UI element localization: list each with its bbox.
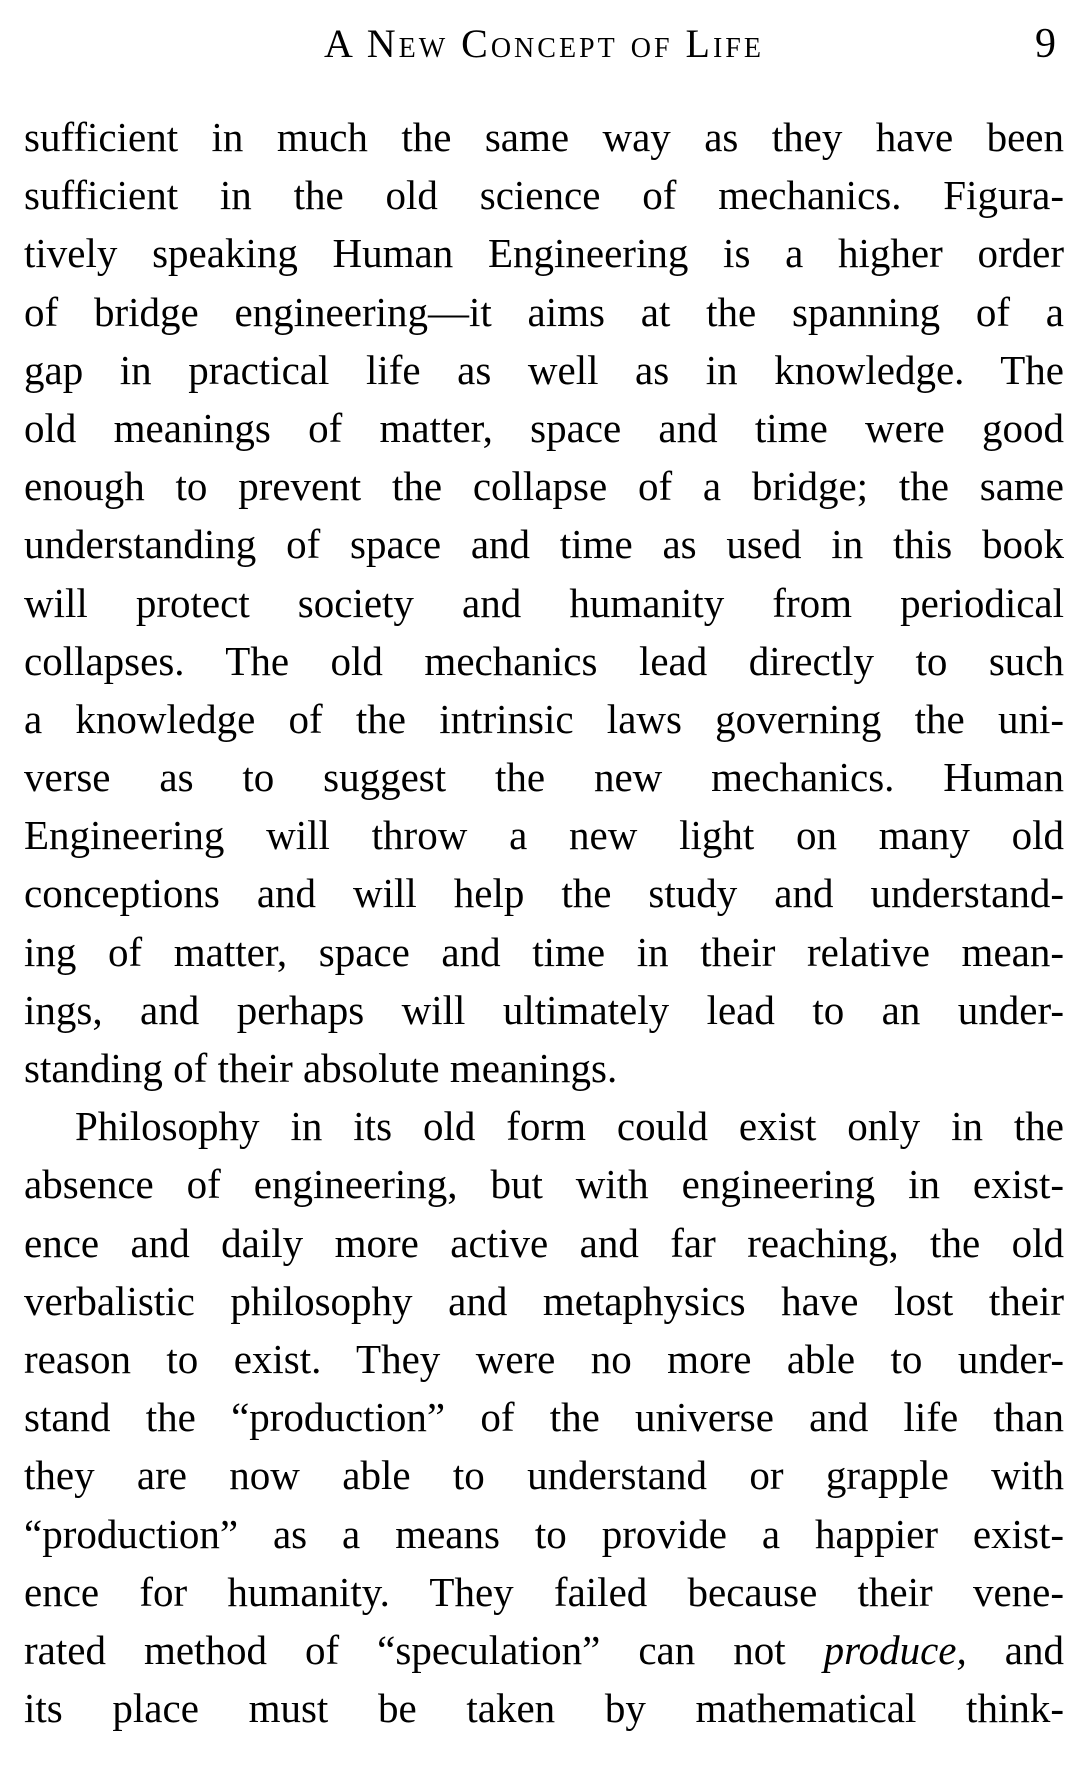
text-line: they are now able to understand or grapple with	[24, 1452, 1064, 1499]
text-line: conceptions and will help the study and understand-	[24, 870, 1064, 917]
text-line: old meanings of matter, space and time were good	[24, 404, 1064, 451]
text-line: Philosophy in its old form could exist only in the	[75, 1103, 1064, 1150]
text-line: “production” as a means to provide a happier exist-	[24, 1510, 1064, 1557]
text-line: ings, and perhaps will ultimately lead to an under-	[24, 986, 1064, 1033]
body-text	[24, 108, 1064, 1737]
text-line: verbalistic philosophy and metaphysics have lost their	[24, 1277, 1064, 1324]
text-line: absence of engineering, but with engineering in exist-	[24, 1161, 1064, 1208]
page-number: 9	[1035, 21, 1056, 67]
text-line: standing of their absolute meanings.	[24, 1045, 618, 1091]
text-line-with-italic	[24, 1621, 1064, 1679]
text-line: collapses. The old mechanics lead directly to such	[24, 637, 1064, 684]
text-line: ence and daily more active and far reaching, the old	[24, 1219, 1064, 1266]
text-line: gap in practical life as well as in knowledge. The	[24, 346, 1064, 393]
text-segment: rated method of “speculation” can not	[24, 1626, 824, 1673]
running-title: A New Concept of Life	[324, 21, 764, 66]
text-line: understanding of space and time as used in this book	[24, 521, 1064, 568]
text-line: sufficient in much the same way as they have been	[24, 114, 1064, 160]
text-line: verse as to suggest the new mechanics. Human	[24, 754, 1064, 801]
text-line: will protect society and humanity from periodical	[24, 579, 1064, 626]
text-line: a knowledge of the intrinsic laws governing the uni-	[24, 695, 1064, 742]
text-line: tively speaking Human Engineering is a higher order	[24, 230, 1064, 277]
italic-word: produce,	[823, 1626, 967, 1673]
text-line: reason to exist. They were no more able to under-	[24, 1335, 1064, 1382]
text-line: stand the “production” of the universe and life than	[24, 1394, 1064, 1441]
text-line: sufficient in the old science of mechanics. Figura-	[24, 172, 1064, 219]
text-line: Engineering will throw a new light on many old	[24, 812, 1064, 859]
paragraph-1	[24, 108, 1064, 1097]
text-line: ence for humanity. They failed because their vene-	[24, 1568, 1064, 1615]
text-segment: and	[966, 1626, 1064, 1673]
text-line: its place must be taken by mathematical think-	[24, 1685, 1064, 1732]
text-line: enough to prevent the collapse of a bridge; the same	[24, 463, 1064, 510]
paragraph-2	[24, 1097, 1064, 1737]
text-line: ing of matter, space and time in their relative mean-	[24, 928, 1064, 975]
running-head	[24, 14, 1064, 74]
text-line: of bridge engineering—it aims at the spanning of a	[24, 288, 1064, 335]
